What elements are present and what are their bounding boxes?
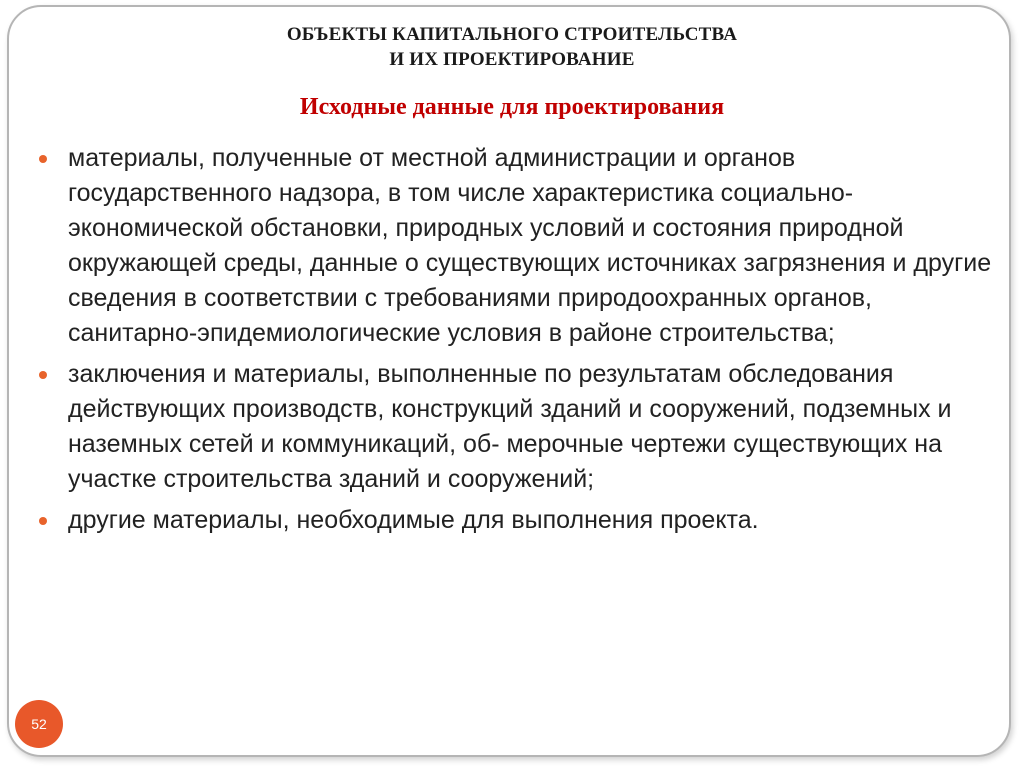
bullet-dot-icon — [39, 371, 47, 379]
bullet-dot-icon — [39, 155, 47, 163]
title-line-2: И ИХ ПРОЕКТИРОВАНИЕ — [389, 49, 635, 70]
bullet-dot-icon — [39, 517, 47, 525]
page-number-badge: 52 — [15, 700, 63, 748]
slide-title — [0, 22, 1024, 72]
bullet-item-2 — [33, 357, 993, 497]
bullet-item-1 — [33, 141, 993, 351]
bullet-text-2: заключения и материалы, выполненные по результатам обследования действующих производств, конструкций зданий и сооружений, подземных и наземных сетей и коммуникаций, об- мерочные чертежи существующих на участке строительства зданий и сооружений; — [68, 360, 952, 493]
slide-subtitle: Исходные данные для проектирования — [299, 94, 725, 120]
bullet-text-1: материалы, полученные от местной администрации и органов государственного надзора, в том числе характеристика социально-экономической обстановки, природных условий и состояния природной окружающей среды, данные о существующих источниках загрязнения и другие сведения в соответствии с требованиями природоохранных органов, санитарно-эпидемиологические условия в районе строительства; — [68, 144, 992, 347]
bullet-list — [33, 141, 993, 544]
bullet-text-3: другие материалы, необходимые для выполнения проекта. — [68, 506, 759, 534]
title-line-1: ОБЪЕКТЫ КАПИТАЛЬНОГО СТРОИТЕЛЬСТВА — [286, 24, 738, 45]
bullet-item-3 — [33, 503, 993, 538]
